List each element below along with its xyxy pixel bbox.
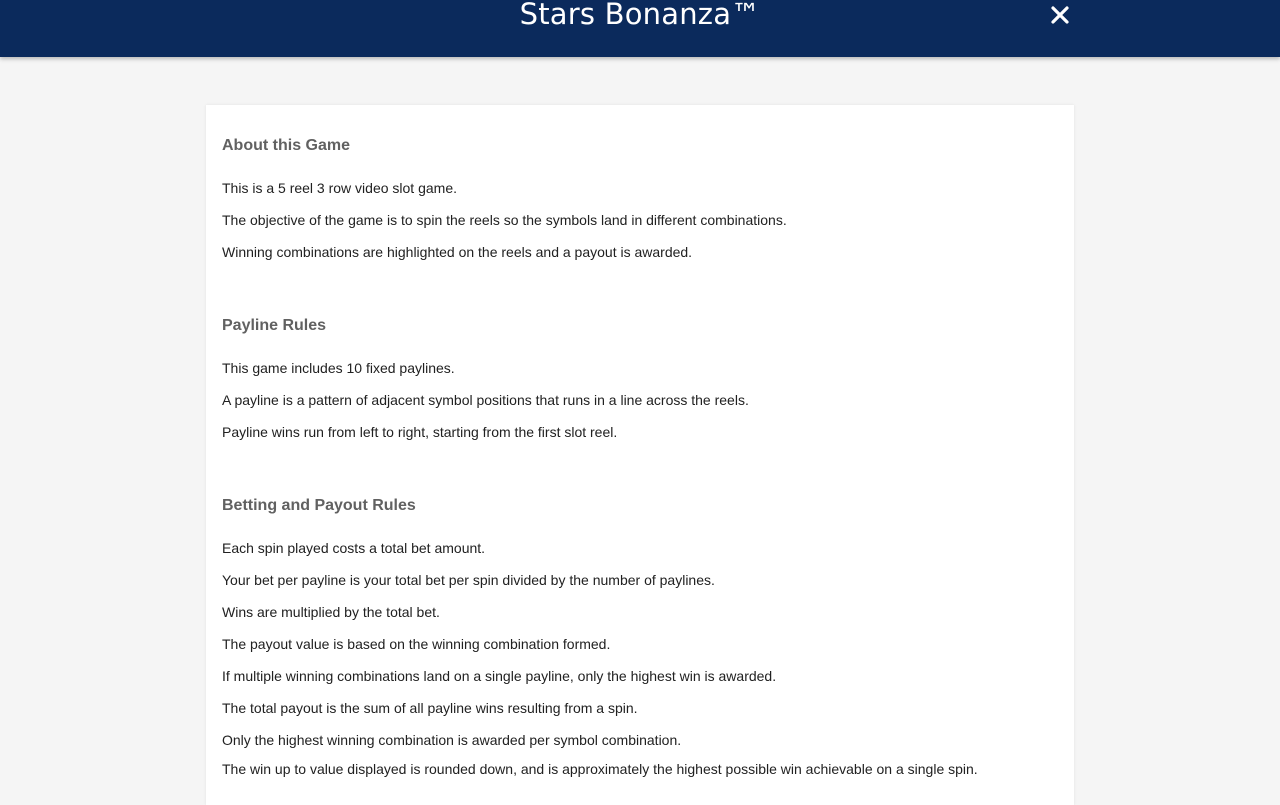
- game-title: Stars Bonanza™: [519, 0, 761, 31]
- section-betting-payout-rules: [222, 496, 1062, 805]
- paragraph: Only the highest winning combination is awarded per symbol combination.: [222, 732, 682, 748]
- paragraph: Each spin played costs a total bet amount.: [222, 540, 486, 556]
- section-about-game: [222, 136, 1062, 266]
- paragraph: Winning combinations are highlighted on the reels and a payout is awarded.: [222, 244, 693, 260]
- section-heading: Betting and Payout Rules: [222, 497, 416, 514]
- paragraph: Payline wins run from left to right, starting from the first slot reel.: [222, 424, 618, 440]
- paragraph: A payline is a pattern of adjacent symbol positions that runs in a line across the reels.: [222, 392, 749, 408]
- section-heading: About this Game: [222, 137, 351, 154]
- section-payline-rules: [222, 316, 1062, 446]
- paragraph: The payout value is based on the winning combination formed.: [222, 636, 611, 652]
- paragraph: The win up to value displayed is rounded down, and is approximately the highest possible win achievable on a single spin.: [222, 761, 978, 777]
- header-bar: [0, 0, 1280, 57]
- paragraph: Your bet per payline is your total bet per spin divided by the number of paylines.: [222, 572, 715, 588]
- close-icon: [1046, 2, 1074, 30]
- paragraph: Wins are multiplied by the total bet.: [222, 604, 440, 620]
- paragraph: The total payout is the sum of all payline wins resulting from a spin.: [222, 700, 638, 716]
- paragraph: The objective of the game is to spin the reels so the symbols land in different combinations.: [222, 212, 787, 228]
- paragraph: If multiple winning combinations land on a single payline, only the highest win is awarded.: [222, 668, 777, 684]
- paragraph: This is a 5 reel 3 row video slot game.: [222, 180, 457, 196]
- rules-panel: [206, 105, 1074, 805]
- section-heading: Payline Rules: [222, 317, 327, 334]
- close-button[interactable]: [1046, 2, 1074, 30]
- paragraph: This game includes 10 fixed paylines.: [222, 360, 455, 376]
